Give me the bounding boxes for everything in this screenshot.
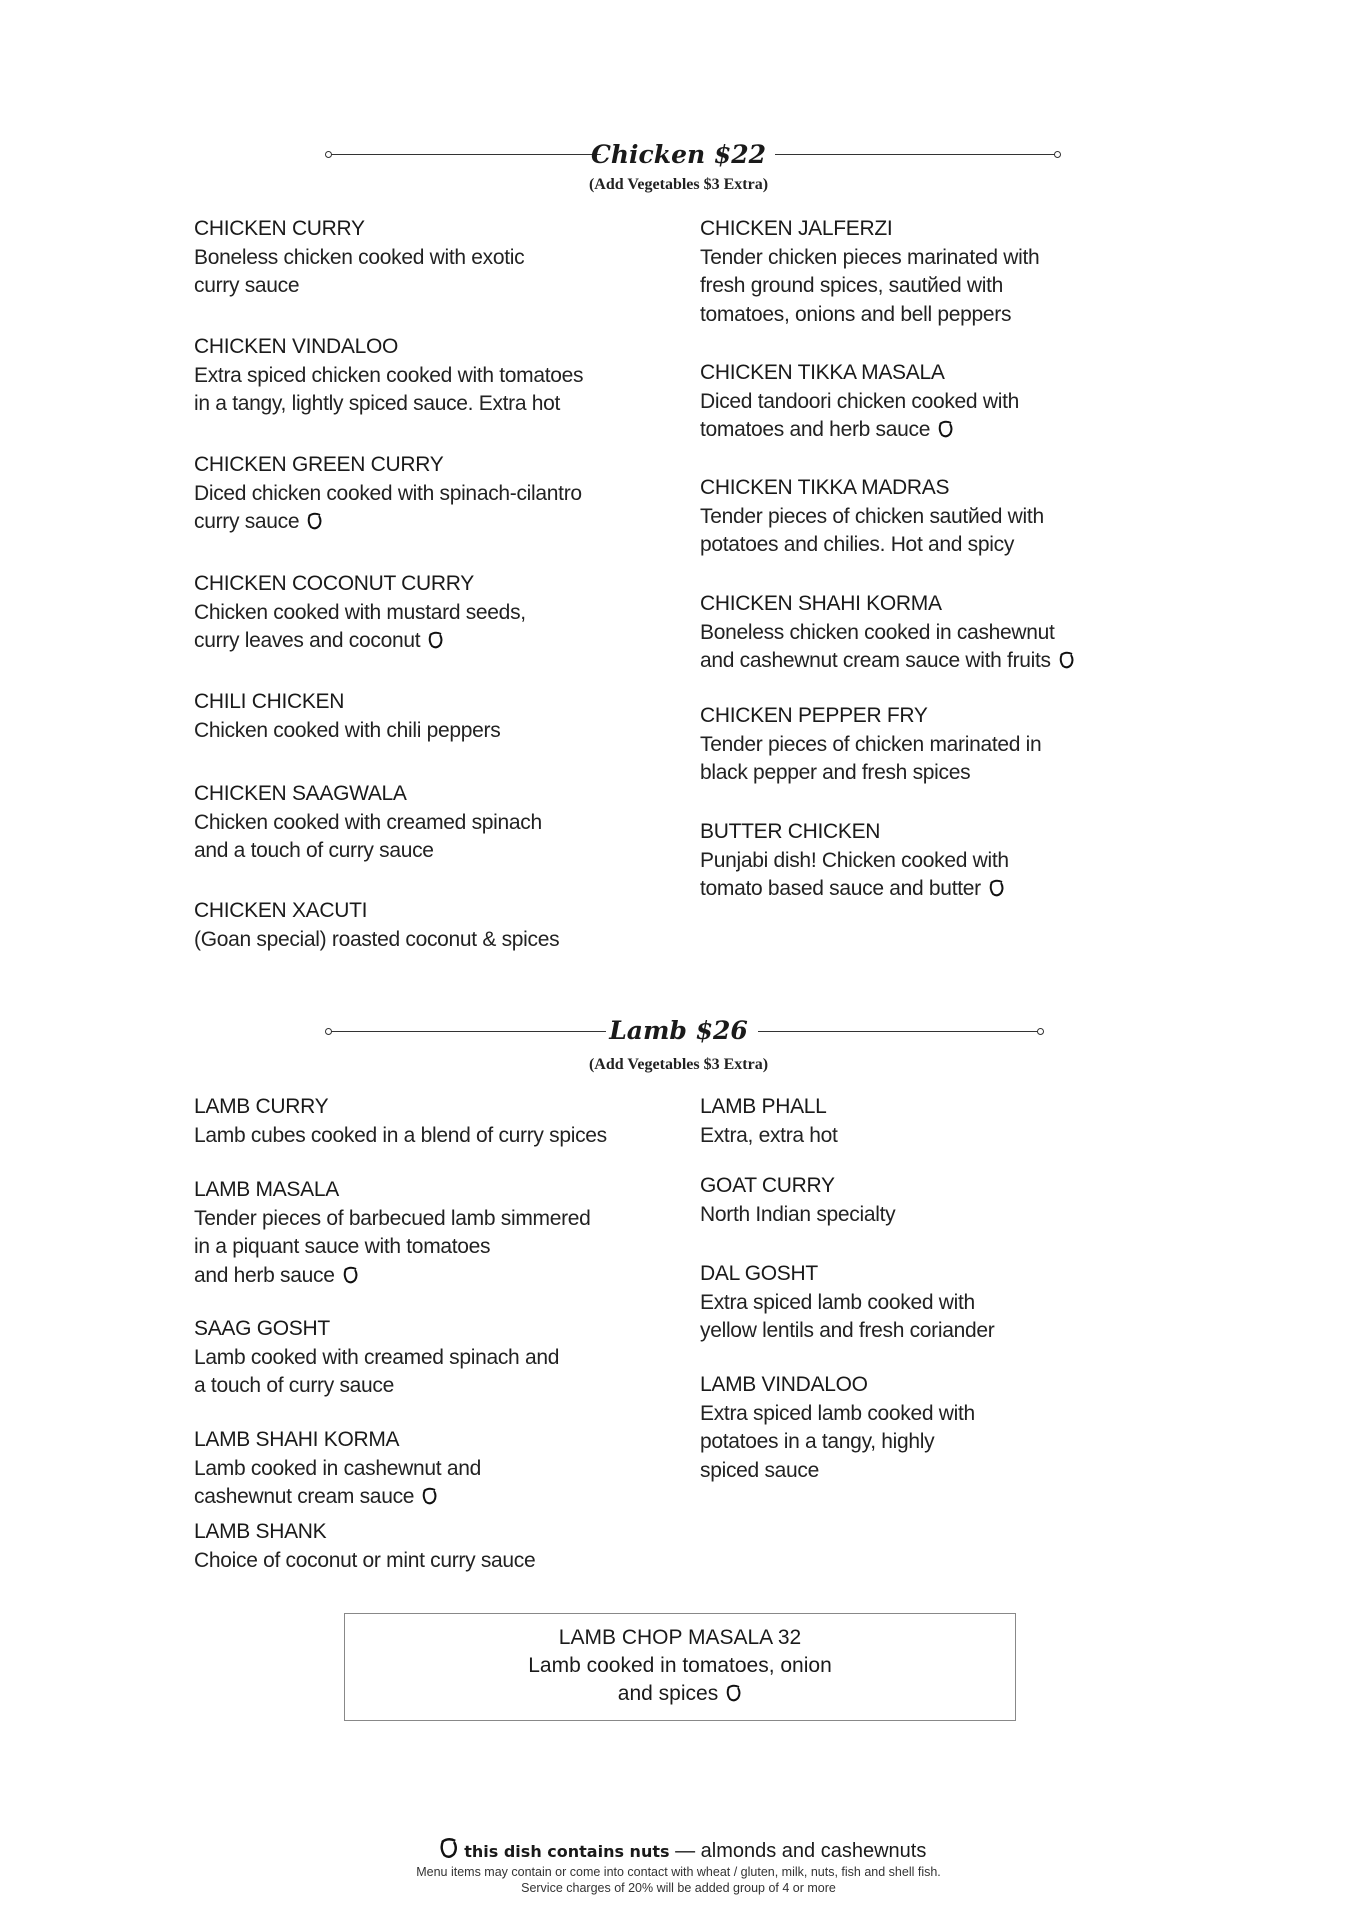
menu-item-desc-line: Extra spiced lamb cooked with [700, 1401, 975, 1425]
special-dish-name: LAMB CHOP MASALA 32 [558, 1626, 802, 1649]
nut-icon [341, 1265, 359, 1285]
menu-item-desc-line: North Indian specialty [700, 1202, 896, 1226]
special-dish-box [344, 1613, 1016, 1721]
menu-item-desc-line: potatoes in a tangy, highly [700, 1430, 935, 1453]
nut-legend-detail: — almonds and cashewnuts [675, 1840, 927, 1862]
nut-icon [724, 1683, 742, 1703]
menu-item-desc-line: Punjabi dish! Chicken cooked with [700, 848, 1009, 872]
menu-item-name: LAMB CURRY [194, 1095, 329, 1118]
menu-item-desc-line: and cashewnut cream sauce with fruits [700, 649, 1051, 672]
menu-item-name: CHICKEN COCONUT CURRY [194, 572, 474, 595]
menu-item-desc-line: a touch of curry sauce [194, 1374, 395, 1397]
menu-item-desc-line: Tender pieces of chicken marinated in [700, 732, 1042, 756]
menu-item-desc-line: yellow lentils and fresh coriander [700, 1319, 995, 1342]
menu-item-name: CHICKEN SAAGWALA [194, 782, 407, 805]
menu-item-desc-line: Lamb cubes cooked in a blend of curry spices [194, 1123, 607, 1147]
menu-item-desc-line: Chicken cooked with creamed spinach [194, 810, 542, 834]
nut-legend-label: this dish contains nuts [464, 1842, 670, 1861]
menu-item [194, 1426, 481, 1512]
menu-item-name: CHICKEN PEPPER FRY [700, 704, 928, 727]
menu-item-desc-line: tomato based sauce and butter [700, 877, 981, 900]
nut-icon [936, 419, 954, 439]
menu-item-desc-line: Boneless chicken cooked in cashewnut [700, 620, 1055, 644]
chicken-section-subtitle: (Add Vegetables $3 Extra) [588, 176, 769, 193]
menu-item [194, 1315, 559, 1401]
nut-legend [0, 1836, 1357, 1865]
menu-item-desc-line: Tender chicken pieces marinated with [700, 245, 1040, 269]
menu-item-desc-line: tomatoes, onions and bell peppers [700, 302, 1012, 326]
menu-item-desc-line: and herb sauce [194, 1263, 335, 1287]
menu-item-name: SAAG GOSHT [194, 1317, 330, 1340]
service-charge-note: Service charges of 20% will be added group of 4 or more [521, 1881, 836, 1895]
menu-item-name: BUTTER CHICKEN [700, 820, 881, 843]
menu-item [700, 590, 1075, 676]
menu-item-desc-line: Diced chicken cooked with spinach-cilantro [194, 481, 582, 505]
nut-icon [305, 511, 323, 531]
lamb-section-title: Lamb $26 [609, 1016, 748, 1045]
menu-item [194, 333, 583, 419]
menu-item-name: DAL GOSHT [700, 1262, 818, 1285]
menu-item-name: CHILI CHICKEN [194, 690, 345, 713]
menu-item-desc-line: spiced sauce [700, 1458, 819, 1482]
special-dish-desc-line: and spices [617, 1682, 719, 1705]
special-dish-desc-line: Lamb cooked in tomatoes, onion [528, 1654, 832, 1677]
menu-item [700, 1371, 975, 1485]
menu-item-name: LAMB MASALA [194, 1178, 339, 1201]
nut-icon [420, 1486, 438, 1506]
menu-item [194, 1176, 591, 1290]
nut-icon [987, 878, 1005, 898]
menu-item-name: CHICKEN JALFERZI [700, 217, 893, 240]
menu-item-desc-line: Tender pieces of chicken sautйed with [700, 504, 1044, 528]
menu-item [194, 897, 559, 954]
menu-item-name: CHICKEN TIKKA MADRAS [700, 476, 950, 499]
menu-item [194, 1518, 535, 1575]
menu-item-desc-line: Lamb cooked in cashewnut and [194, 1456, 481, 1480]
menu-item [700, 474, 1044, 560]
menu-item [700, 818, 1009, 904]
menu-item-desc-line: tomatoes and herb sauce [700, 418, 931, 441]
menu-item-desc-line: and a touch of curry sauce [194, 839, 434, 862]
menu-item-name: CHICKEN VINDALOO [194, 335, 399, 358]
menu-item-name: CHICKEN GREEN CURRY [194, 453, 444, 476]
menu-item [194, 451, 582, 537]
menu-item-name: CHICKEN XACUTI [194, 899, 368, 922]
menu-item [700, 702, 1041, 788]
menu-item-name: CHICKEN TIKKA MASALA [700, 361, 945, 384]
menu-item-name: CHICKEN CURRY [194, 217, 365, 240]
nut-icon [437, 1836, 459, 1860]
menu-item-desc-line: Chicken cooked with chili peppers [194, 718, 501, 742]
menu-item-name: CHICKEN SHAHI KORMA [700, 592, 942, 615]
chicken-section-title: Chicken $22 [590, 140, 767, 169]
menu-item-desc-line: Extra spiced lamb cooked with [700, 1290, 975, 1314]
menu-item-desc-line: curry sauce [194, 510, 300, 533]
menu-item [700, 1172, 895, 1229]
menu-item-desc-line: Boneless chicken cooked with exotic [194, 245, 525, 269]
lamb-section-subtitle: (Add Vegetables $3 Extra) [588, 1056, 769, 1073]
menu-item-desc-line: in a tangy, lightly spiced sauce. Extra hot [194, 392, 561, 415]
menu-item-name: LAMB VINDALOO [700, 1373, 868, 1396]
menu-item [700, 1093, 838, 1150]
menu-item-name: GOAT CURRY [700, 1174, 835, 1197]
menu-item-name: LAMB SHAHI KORMA [194, 1428, 400, 1451]
menu-item-desc-line: black pepper and fresh spices [700, 761, 971, 784]
menu-item [194, 215, 524, 301]
menu-item [700, 359, 1019, 445]
menu-item [194, 780, 542, 866]
menu-item-desc-line: Lamb cooked with creamed spinach and [194, 1345, 560, 1369]
menu-item-desc-line: potatoes and chilies. Hot and spicy [700, 533, 1015, 556]
allergen-note: Menu items may contain or come into contact with wheat / gluten, milk, nuts, fish and shell fish. [416, 1865, 941, 1879]
menu-item-name: LAMB PHALL [700, 1095, 827, 1118]
menu-item [700, 215, 1039, 329]
footer-notes [0, 1864, 1357, 1896]
menu-item [194, 570, 526, 656]
menu-item-desc-line: curry leaves and coconut [194, 629, 421, 652]
menu-item-desc-line: Extra, extra hot [700, 1123, 838, 1147]
nut-icon [426, 630, 444, 650]
menu-item-desc-line: cashewnut cream sauce [194, 1485, 415, 1508]
menu-item-desc-line: Tender pieces of barbecued lamb simmered [194, 1206, 591, 1230]
menu-item-desc-line: Diced tandoori chicken cooked with [700, 389, 1019, 413]
menu-item-desc-line: in a piquant sauce with tomatoes [194, 1235, 491, 1258]
menu-item [700, 1260, 994, 1346]
menu-item-desc-line: fresh ground spices, sautйed with [700, 274, 1003, 297]
menu-item-desc-line: (Goan special) roasted coconut & spices [194, 927, 560, 951]
menu-item [194, 1093, 607, 1150]
menu-item-desc-line: Extra spiced chicken cooked with tomatoes [194, 363, 584, 387]
menu-item-desc-line: Chicken cooked with mustard seeds, [194, 600, 526, 624]
menu-item-desc-line: Choice of coconut or mint curry sauce [194, 1548, 536, 1572]
menu-item [194, 688, 500, 745]
menu-item-name: LAMB SHANK [194, 1520, 327, 1543]
menu-item-desc-line: curry sauce [194, 274, 300, 297]
nut-icon [1057, 650, 1075, 670]
